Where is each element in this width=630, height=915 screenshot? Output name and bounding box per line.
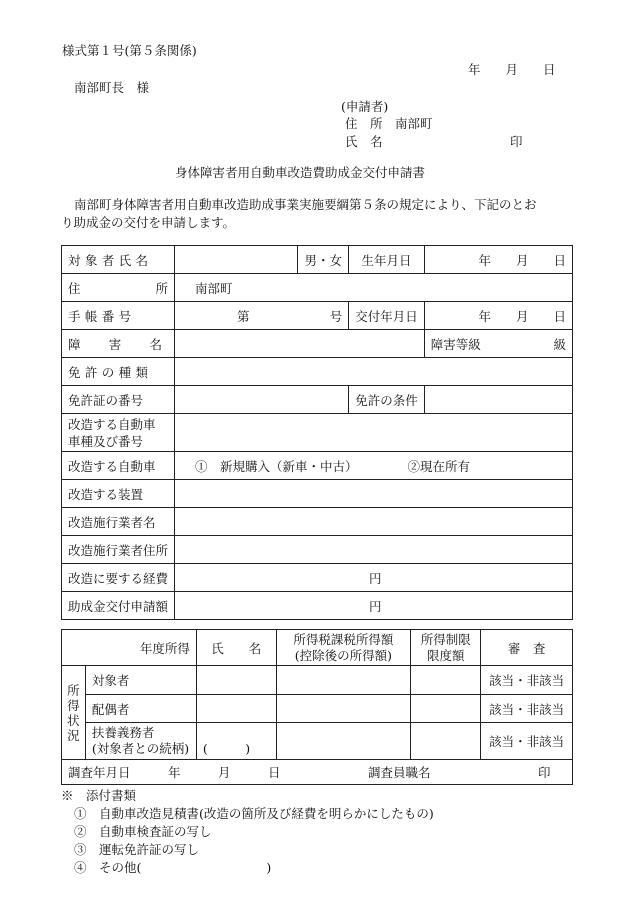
license-number-field[interactable] (175, 386, 349, 414)
income-spouse-name[interactable] (196, 695, 276, 723)
applicant-address: 住 所 南部町 (345, 116, 433, 131)
income-table (61, 629, 573, 785)
label-contractor-name: 改造施行業者名 (62, 508, 175, 536)
grade-field[interactable] (424, 330, 572, 358)
survey-date[interactable]: 調査年月日 年 月 日 (68, 765, 281, 780)
income-head-tax-2: (控除後の所得額) (294, 647, 393, 663)
birthdate-field[interactable]: 年 月 日 (424, 246, 572, 274)
label-cost: 改造に要する経費 (62, 564, 175, 592)
address-field[interactable]: 南部町 (175, 274, 573, 302)
attachment-item-1: ① 自動車改造見積書(改造の箇所及び経費を明らかにしたもの) (74, 806, 434, 821)
income-subject-review[interactable]: 該当・非該当 (481, 666, 573, 695)
label-license-condition: 免許の条件 (349, 386, 425, 414)
contractor-address-field[interactable] (175, 536, 573, 564)
label-subject-name: 対象者氏名 (62, 246, 175, 274)
income-head-limit (411, 630, 481, 666)
label-vehicle-model-1: 改造する自動車 (68, 416, 156, 432)
label-birthdate: 生年月日 (349, 246, 425, 274)
income-guardian-review[interactable]: 該当・非該当 (481, 723, 573, 760)
contractor-name-field[interactable] (175, 508, 573, 536)
gender-field[interactable]: 男・女 (298, 246, 349, 274)
date-line: 年 月 日 (468, 62, 556, 77)
income-spouse-review[interactable]: 該当・非該当 (481, 695, 573, 723)
label-disability-3: 名 (149, 336, 163, 352)
label-disability-2: 害 (108, 336, 122, 352)
intro-line-1: 南部町身体障害者用自動車改造助成事業実施要綱第５条の規定により、下記のとお (74, 197, 537, 212)
license-condition-field[interactable] (424, 386, 572, 414)
income-side-label (62, 666, 86, 760)
income-subject-tax[interactable] (276, 666, 411, 695)
label-license-type: 免許の種類 (62, 358, 175, 386)
income-side-2: 得 (67, 697, 80, 713)
disability-field[interactable] (175, 330, 425, 358)
handbook-number-row (181, 307, 342, 325)
vehicle-model-field[interactable] (175, 414, 573, 452)
label-disability-text (68, 335, 168, 353)
income-side-3: 状 (67, 712, 80, 728)
label-vehicle-status: 改造する自動車 (62, 452, 175, 480)
issue-date-field[interactable]: 年 月 日 (424, 302, 572, 330)
handbook-number-field[interactable] (175, 302, 349, 330)
income-head-year: 年度所得 (62, 630, 197, 666)
income-label-subject: 対象者 (85, 666, 196, 695)
grant-amount-field[interactable]: 円 (175, 592, 573, 620)
surveyor-title[interactable]: 調査員職名 (368, 765, 431, 780)
surveyor-seal: 印 (538, 765, 551, 780)
device-field[interactable] (175, 480, 573, 508)
attachments-heading: ※ 添付書類 (61, 788, 137, 803)
income-label-guardian-1: 扶養義務者 (91, 725, 155, 740)
income-head-limit-2: 限度額 (426, 647, 465, 663)
grade-unit: 級 (553, 336, 566, 352)
label-disability (62, 330, 175, 358)
application-table (61, 245, 573, 620)
handbook-go: 号 (329, 308, 343, 324)
form-number: 様式第１号(第５条関係) (62, 43, 197, 58)
income-label-guardian-2: (対象者との続柄) (91, 741, 190, 756)
attachment-item-2: ② 自動車検査証の写し (74, 824, 212, 839)
label-address (62, 274, 175, 302)
income-footer (62, 760, 573, 785)
vehicle-option-owned[interactable]: ②現在所有 (407, 458, 471, 474)
income-subject-limit[interactable] (411, 666, 481, 695)
income-head-limit-1: 所得制限 (420, 631, 471, 647)
subject-name-field[interactable] (175, 246, 298, 274)
cost-field[interactable]: 円 (175, 564, 573, 592)
attachment-item-3: ③ 運転免許証の写し (74, 842, 200, 857)
seal-mark: 印 (510, 134, 523, 149)
income-spouse-tax[interactable] (276, 695, 411, 723)
label-disability-1: 障 (68, 336, 81, 352)
label-device: 改造する装置 (62, 480, 175, 508)
label-address-1: 住 (68, 280, 81, 296)
document-title: 身体障害者用自動車改造費助成金交付申請書 (175, 165, 426, 180)
income-subject-name[interactable] (196, 666, 276, 695)
license-type-field[interactable] (175, 358, 573, 386)
label-grant-amount: 助成金交付申請額 (62, 592, 175, 620)
income-guardian-limit[interactable] (411, 723, 481, 760)
income-head-name: 氏 名 (196, 630, 276, 666)
income-head-tax (276, 630, 411, 666)
income-side-4: 況 (67, 727, 80, 743)
income-guardian-tax[interactable] (276, 723, 411, 760)
income-label-guardian (85, 723, 196, 760)
attachment-item-4: ④ その他( ) (74, 860, 272, 875)
income-spouse-limit[interactable] (411, 695, 481, 723)
addressee: 南部町長 様 (74, 80, 150, 95)
vehicle-option-new[interactable]: ① 新規購入（新車・中古） (195, 458, 358, 474)
income-head-review: 審 査 (481, 630, 573, 666)
income-guardian-name[interactable]: ( ) (196, 723, 276, 760)
vehicle-status-field[interactable] (175, 452, 573, 480)
label-address-text (68, 279, 168, 297)
income-footer-row (68, 763, 566, 781)
applicant-label: (申請者) (341, 99, 389, 114)
label-issue-date: 交付年月日 (349, 302, 425, 330)
label-contractor-address: 改造施行業者住所 (62, 536, 175, 564)
applicant-name-label: 氏 名 (345, 134, 383, 149)
handbook-dai: 第 (237, 308, 250, 324)
label-license-number: 免許証の番号 (62, 386, 175, 414)
intro-line-2: り助成金の交付を申請します。 (61, 215, 236, 230)
label-vehicle-model-2: 車種及び番号 (68, 433, 144, 449)
income-side-1: 所 (67, 682, 80, 698)
income-label-spouse: 配偶者 (85, 695, 196, 723)
grade-row (431, 335, 566, 353)
label-handbook-number: 手帳番号 (62, 302, 175, 330)
income-head-tax-1: 所得税課税所得額 (293, 631, 394, 647)
label-address-2: 所 (155, 280, 169, 296)
label-vehicle-model (62, 414, 175, 452)
label-grade: 障害等級 (430, 336, 481, 352)
